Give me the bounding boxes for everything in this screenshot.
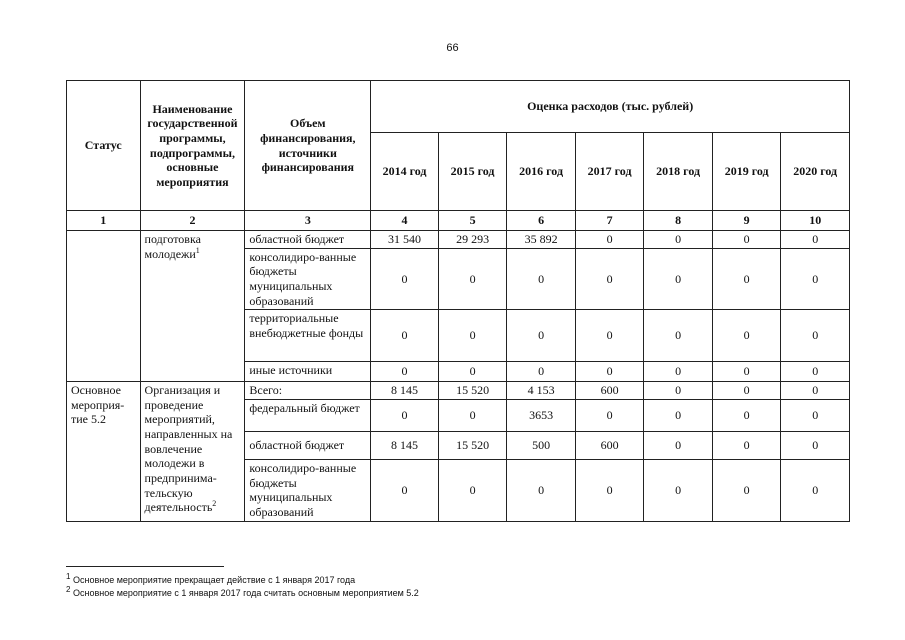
value-cell: 3653 (507, 400, 576, 432)
value-cell: 0 (575, 460, 644, 522)
value-cell: 0 (575, 400, 644, 432)
funding-source: федеральный бюджет (245, 400, 371, 432)
status-cell (67, 231, 141, 382)
footnote-text: Основное мероприятие с 1 января 2017 года считать основным мероприятием 5.2 (72, 588, 419, 598)
value-cell: 8 145 (371, 432, 439, 460)
footnote (66, 587, 419, 600)
value-cell: 0 (712, 310, 781, 362)
value-cell: 0 (644, 382, 713, 400)
value-cell: 0 (575, 231, 644, 249)
value-cell: 0 (575, 310, 644, 362)
footnote (66, 574, 419, 587)
value-cell: 31 540 (371, 231, 439, 249)
value-cell: 0 (575, 362, 644, 382)
footnote-text: Основное мероприятие прекращает действие с 1 января 2017 года (72, 575, 356, 585)
value-cell: 600 (575, 382, 644, 400)
header-year: 2014 год (371, 133, 439, 211)
value-cell: 0 (712, 400, 781, 432)
funding-source: иные источники (245, 362, 371, 382)
value-cell: 0 (438, 460, 507, 522)
value-cell: 0 (781, 362, 850, 382)
funding-source: территориальные внебюджетные фонды (245, 310, 371, 362)
footnote-mark: 1 (66, 572, 71, 581)
column-number: 6 (507, 211, 576, 231)
value-cell: 4 153 (507, 382, 576, 400)
column-number: 9 (712, 211, 781, 231)
footnote-mark: 2 (66, 585, 71, 594)
value-cell: 0 (781, 432, 850, 460)
status-cell: Основное мероприя-тие 5.2 (67, 382, 141, 522)
value-cell: 0 (781, 231, 850, 249)
activity-name: Организация и проведение мероприятий, направленных на вовлечение молодежи в предпринима-тельскую деятельность (144, 383, 233, 515)
header-year: 2020 год (781, 133, 850, 211)
column-number: 4 (371, 211, 439, 231)
value-cell: 0 (644, 310, 713, 362)
value-cell: 15 520 (438, 432, 507, 460)
value-cell: 0 (712, 460, 781, 522)
value-cell: 0 (781, 310, 850, 362)
value-cell: 500 (507, 432, 576, 460)
footnote-ref: 1 (195, 245, 200, 255)
value-cell: 0 (781, 400, 850, 432)
column-number: 1 (67, 211, 141, 231)
column-number: 3 (245, 211, 371, 231)
value-cell: 0 (371, 460, 439, 522)
budget-table (66, 80, 850, 522)
value-cell: 600 (575, 432, 644, 460)
value-cell: 0 (712, 362, 781, 382)
header-funding: Объем финансирования, источники финансирования (245, 81, 371, 211)
value-cell: 0 (781, 382, 850, 400)
footnote-divider (66, 566, 224, 567)
column-number: 2 (140, 211, 245, 231)
value-cell: 0 (644, 362, 713, 382)
value-cell: 0 (644, 248, 713, 310)
value-cell: 0 (507, 460, 576, 522)
funding-source: областной бюджет (245, 432, 371, 460)
value-cell: 29 293 (438, 231, 507, 249)
value-cell: 0 (644, 400, 713, 432)
header-status: Статус (67, 81, 141, 211)
value-cell: 0 (644, 231, 713, 249)
value-cell: 0 (507, 248, 576, 310)
value-cell: 0 (712, 231, 781, 249)
value-cell: 35 892 (507, 231, 576, 249)
page-number: 66 (446, 42, 459, 54)
funding-source: областной бюджет (245, 231, 371, 249)
value-cell: 0 (781, 460, 850, 522)
value-cell: 0 (781, 248, 850, 310)
funding-source: консолидиро-ванные бюджеты муниципальных образований (245, 248, 371, 310)
value-cell: 0 (712, 432, 781, 460)
value-cell: 0 (371, 400, 439, 432)
footnotes (66, 574, 419, 600)
header-year: 2016 год (507, 133, 576, 211)
value-cell: 8 145 (371, 382, 439, 400)
value-cell: 0 (371, 362, 439, 382)
value-cell: 0 (712, 382, 781, 400)
value-cell: 0 (507, 362, 576, 382)
footnote-ref: 2 (212, 499, 217, 509)
value-cell: 0 (575, 248, 644, 310)
table-row (67, 382, 850, 400)
value-cell: 0 (371, 310, 439, 362)
header-year: 2018 год (644, 133, 713, 211)
activity-name-cell (140, 382, 245, 522)
column-number: 8 (644, 211, 713, 231)
activity-name: подготовка молодежи (144, 232, 201, 261)
value-cell: 0 (438, 400, 507, 432)
funding-source: Всего: (245, 382, 371, 400)
funding-source: консолидиро-ванные бюджеты муниципальных образований (245, 460, 371, 522)
value-cell: 0 (644, 460, 713, 522)
header-year: 2019 год (712, 133, 781, 211)
value-cell: 15 520 (438, 382, 507, 400)
column-number: 5 (438, 211, 507, 231)
header-year: 2015 год (438, 133, 507, 211)
value-cell: 0 (438, 310, 507, 362)
value-cell: 0 (438, 248, 507, 310)
column-number: 7 (575, 211, 644, 231)
value-cell: 0 (644, 432, 713, 460)
value-cell: 0 (507, 310, 576, 362)
header-name: Наименование государственной программы, подпрограммы, основные мероприятия (140, 81, 245, 211)
value-cell: 0 (371, 248, 439, 310)
header-year: 2017 год (575, 133, 644, 211)
column-number: 10 (781, 211, 850, 231)
table-row (67, 231, 850, 249)
value-cell: 0 (438, 362, 507, 382)
header-costs: Оценка расходов (тыс. рублей) (371, 81, 850, 133)
value-cell: 0 (712, 248, 781, 310)
activity-name-cell (140, 231, 245, 382)
